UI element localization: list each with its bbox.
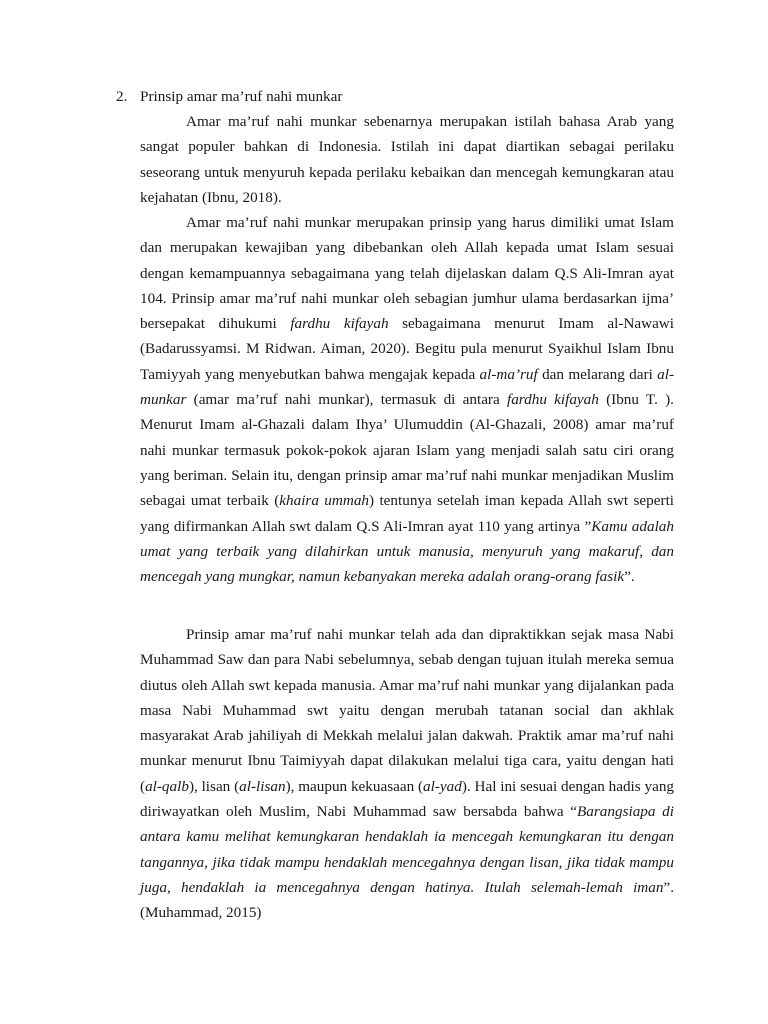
italic-text-run: khaira ummah: [279, 492, 370, 510]
text-run: Prinsip amar ma’ruf nahi munkar telah ada dan dipraktikkan sejak masa Nabi Muhammad Saw dan para Nabi sebelumnya, sebab dengan tujuan itulah mereka semua diutus oleh Allah swt kepada manusia. Amar ma’ruf nahi munkar yang dijalankan pada masa Nabi Muhammad swt yaitu dengan merubah tatanan social dan akhlak masyarakat Arab jahiliyah di Mekkah melalui jalan dakwah. Praktik amar ma’ruf nahi munkar menurut Ibnu Taimiyyah dapat dilakukan melalui tiga cara, yaitu dengan hati (: [140, 626, 674, 795]
text-run: dan melarang dari: [537, 365, 658, 383]
italic-text-run: al-yad: [423, 777, 462, 795]
text-run: ”. (Muhammad, 2015): [140, 878, 674, 922]
text-run: ). Hal ini sesuai dengan hadis yang diriwayatkan oleh Muslim, Nabi Muhammad saw bersabda bahwa “: [140, 777, 675, 821]
paragraph-3: [140, 622, 674, 926]
paragraph-2: [140, 210, 674, 589]
section-title: Prinsip amar ma’ruf nahi munkar: [140, 88, 343, 105]
italic-text-run: al-ma’ruf: [479, 365, 538, 383]
text-run: (Ibnu T. ). Menurut Imam al-Ghazali dalam Ihya’ Ulumuddin (Al-Ghazali, 2008) amar ma’ruf nahi munkar termasuk pokok-pokok ajaran Islam yang menjadi salah satu ciri orang yang beriman. Selain itu, dengan prinsip amar ma’ruf nahi munkar menjadikan Muslim sebagai umat terbaik (: [140, 391, 674, 510]
paragraph-1: [140, 109, 674, 210]
text-run: Amar ma’ruf nahi munkar sebenarnya merupakan istilah bahasa Arab yang sangat populer bahkan di Indonesia. Istilah ini dapat diartikan sebagai perilaku seseorang untuk menyuruh kepada perilaku kebaikan dan mencegah kemungkaran atau kejahatan (Ibnu, 2018).: [140, 113, 674, 206]
text-run: ”.: [624, 568, 635, 586]
text-run: ) tentunya setelah iman kepada Allah swt seperti yang difirmankan Allah swt dalam Q.S Ali-Imran ayat 110 yang artinya ”: [140, 492, 675, 535]
text-run: ), maupun kekuasaan (: [285, 777, 424, 795]
italic-text-run: fardhu kifayah: [506, 391, 599, 409]
italic-text-run: Barangsiapa di antara kamu melihat kemungkaran hendaklah ia mencegah kemungkaran itu dengan tangannya, jika tidak mampu hendaklah mencegahnya dengan lisan, jika tidak mampu juga, hendaklah ia mencegahnya dengan hatinya. Itulah selemah-lemah iman: [140, 803, 674, 896]
text-run: Amar ma’ruf nahi munkar merupakan prinsip yang harus dimiliki umat Islam dan merupakan kewajiban yang dibebankan oleh Allah kepada umat Islam sesuai dengan kemampuannya sebagaimana yang telah dijelaskan dalam Q.S Ali-Imran ayat 104. Prinsip amar ma’ruf nahi munkar oleh sebagian jumhur ulama berdasarkan ijma’ bersepakat dihukumi: [140, 214, 674, 333]
text-run: ), lisan (: [188, 777, 240, 795]
italic-text-run: fardhu kifayah: [290, 315, 389, 333]
text-run: sebagaimana menurut Imam al-Nawawi (Badarussyamsi. M Ridwan. Aiman, 2020). Begitu pula menurut Syaikhul Islam Ibnu Tamiyyah yang menyebutkan bahwa mengajak kepada: [140, 315, 674, 383]
italic-text-run: al-lisan: [239, 777, 286, 795]
italic-text-run: Kamu adalah umat yang terbaik yang dilahirkan untuk manusia, menyuruh yang makaruf, dan mencegah yang mungkar, namun kebanyakan mereka adalah orang-orang fasik: [140, 517, 674, 586]
text-run: (amar ma’ruf nahi munkar), termasuk di antara: [186, 391, 507, 409]
italic-text-run: al-munkar: [140, 365, 674, 409]
section-heading: [116, 86, 656, 108]
section-number: 2.: [116, 88, 128, 105]
italic-text-run: al-qalb: [145, 777, 189, 795]
